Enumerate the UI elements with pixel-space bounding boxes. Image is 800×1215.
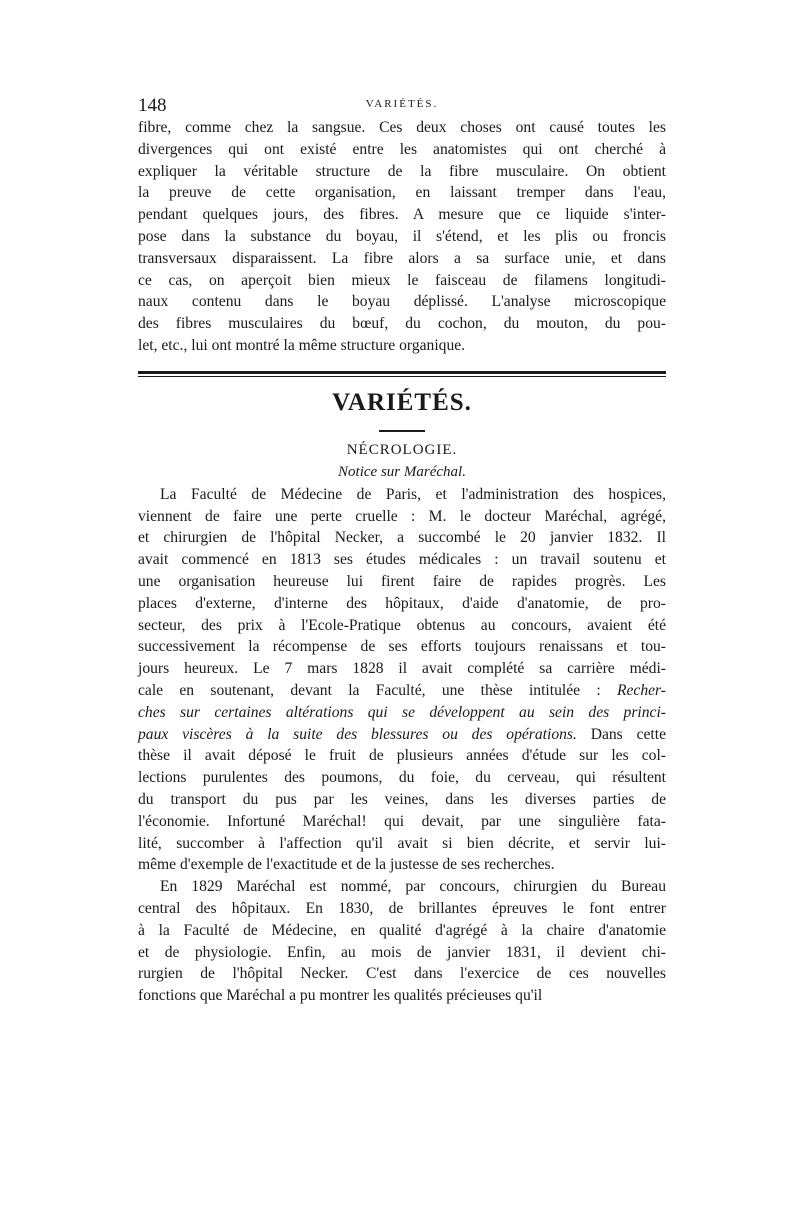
text-line: fonctions que Maréchal a pu montrer les qualités précieuses qu'il [138, 987, 543, 1005]
text-line: lité, succomber à l'affection qu'il avait si bien décrite, et servir lui- [138, 834, 666, 852]
text-line: du transport du pus par les veines, dans les diverses parties de [138, 790, 666, 808]
paragraph-one [138, 484, 666, 876]
text-line: ches sur certaines altérations qui se développent au sein des princi- [138, 703, 666, 721]
running-head [138, 95, 666, 117]
text-line: des fibres musculaires du bœuf, du cochon, du mouton, du pou- [138, 315, 666, 333]
text-line: pose dans la substance du boyau, il s'étend, et les plis ou froncis [138, 227, 666, 245]
text-line: central des hôpitaux. En 1830, de brillantes épreuves le font entrer [138, 899, 666, 917]
notice-title: Notice sur Maréchal. [338, 463, 466, 480]
section-divider [138, 371, 666, 377]
text-line: lections purulentes des poumons, du foie, du cerveau, qui résultent [138, 769, 666, 787]
text-line: La Faculté de Médecine de Paris, et l'administration des hospices, [160, 485, 666, 503]
subsection-title: NÉCROLOGIE. [346, 441, 458, 458]
text-line: En 1829 Maréchal est nommé, par concours, chirurgien du Bureau [160, 878, 666, 896]
text-line: une organisation heureuse lui firent faire de rapides progrès. Les [138, 572, 666, 590]
text-line: expliquer la véritable structure de la fibre musculaire. On obtient [138, 162, 666, 180]
text-line: et de physiologie. Enfin, au mois de janvier 1831, il devient chi- [138, 943, 666, 961]
text-line: même d'exemple de l'exactitude et de la justesse de ses recherches. [138, 856, 555, 874]
text-line: transversaux disparaissent. La fibre alors a sa surface unie, et dans [138, 249, 666, 267]
text-line: et chirurgien de l'hôpital Necker, a succombé le 20 janvier 1832. Il [138, 529, 666, 547]
text-line: pendant quelques jours, des fibres. A mesure que ce liquide s'inter- [138, 206, 666, 224]
paragraph-two [138, 876, 666, 1007]
text-line: naux contenu dans le boyau déplissé. L'analyse microscopique [138, 293, 666, 311]
text-line: successivement la récompense de ses efforts toujours renaissans et tou- [138, 638, 666, 656]
text-line: ce cas, on aperçoit bien mieux le faisceau de filamens longitudi- [138, 271, 666, 289]
text-line: rurgien de l'hôpital Necker. C'est dans l'exercice de ces nouvelles [138, 965, 666, 983]
text-line: secteur, des prix à l'Ecole-Pratique obtenus au concours, avaient été [138, 616, 666, 634]
text-line: thèse il avait déposé le fruit de plusieurs années d'étude sur les col- [138, 747, 666, 765]
text-line: divergences qui ont existé entre les anatomistes qui ont cherché à [138, 140, 666, 158]
book-page [138, 95, 666, 1007]
text-line: paux viscères à la suite des blessures ou des opérations. Dans cette [138, 725, 666, 743]
section-title: VARIÉTÉS. [332, 388, 472, 416]
text-line: fibre, comme chez la sangsue. Ces deux choses ont causé toutes les [138, 119, 666, 136]
text-line: jours heureux. Le 7 mars 1828 il avait complété sa carrière médi- [138, 660, 666, 678]
page-number: 148 [138, 95, 167, 116]
text-line: à la Faculté de Médecine, en qualité d'agrégé à la chaire d'anatomie [138, 921, 666, 939]
text-line: avait commencé en 1813 ses études médicales : un travail soutenu et [138, 551, 666, 569]
title-underline [379, 430, 425, 432]
text-line: cale en soutenant, devant la Faculté, une thèse intitulée : Recher- [138, 681, 666, 699]
text-line: la preuve de cette organisation, en laissant tremper dans l'eau, [138, 184, 666, 202]
text-line: places d'externe, d'interne des hôpitaux, d'aide d'anatomie, de pro- [138, 594, 666, 612]
top-paragraph [138, 117, 666, 357]
text-line: l'économie. Infortuné Maréchal! qui devait, par une singulière fata- [138, 812, 666, 830]
text-line: let, etc., lui ont montré la même structure organique. [138, 336, 466, 354]
running-title: VARIÉTÉS. [365, 98, 439, 110]
text-line: viennent de faire une perte cruelle : M. le docteur Maréchal, agrégé, [138, 507, 666, 525]
